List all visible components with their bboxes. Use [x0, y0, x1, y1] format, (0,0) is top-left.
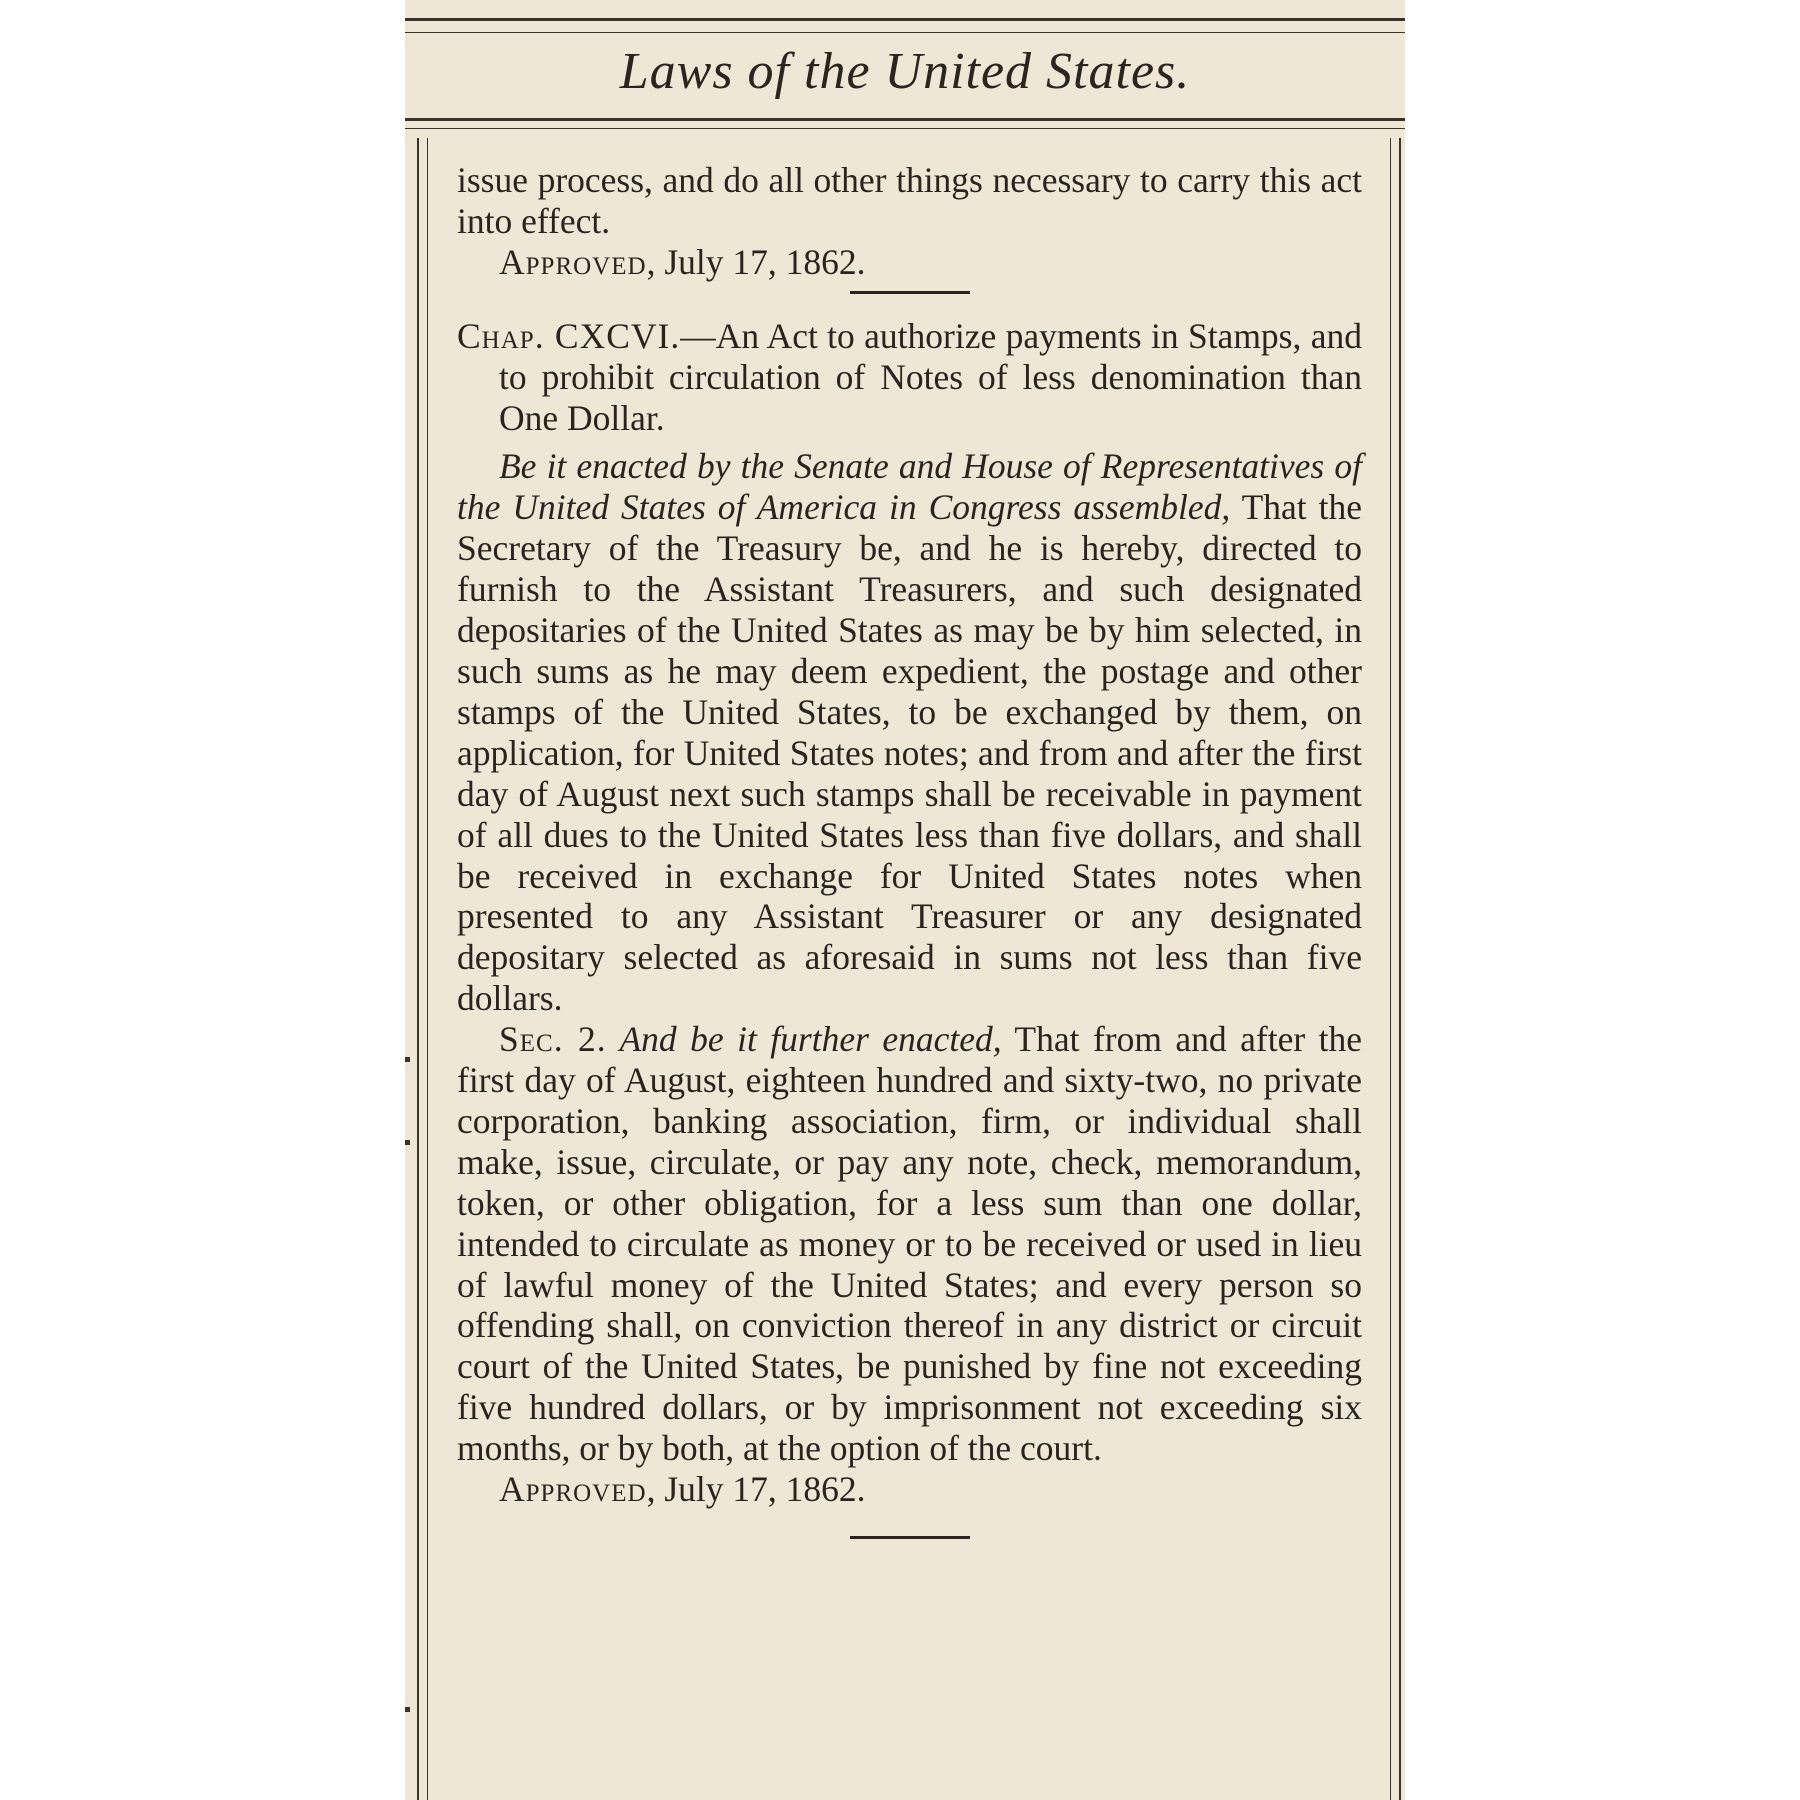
- approved-line-1: [457, 242, 1362, 283]
- approved-date: , July 17, 1862.: [646, 241, 866, 282]
- chapter-heading: [457, 316, 1362, 439]
- previous-section-text: issue process, and do all other things necessary to carry this act into effect.: [457, 160, 1362, 241]
- section-2-label: Sec. 2.: [499, 1019, 607, 1060]
- column-rule-left-inner: [427, 138, 428, 1800]
- margin-mark: [405, 1057, 410, 1062]
- column-rule-right-inner: [1390, 138, 1391, 1800]
- chapter-title: —An Act to authorize payments in Stamps, and to prohibit circulation of Notes of less denomination than One Dollar.: [499, 315, 1362, 438]
- header-rule-bottom: [405, 118, 1405, 121]
- enacting-clause: Be it enacted by the Senate and House of Representatives of the United States of America in Congress assembled,: [457, 446, 1362, 528]
- section-1-body: That the Secretary of the Treasury be, and he is hereby, directed to furnish to the Assistant Treasurers, and such designated depositaries of the United States as may be by him selected, in such sums as he may deem expedient, the postage and other stamps of the United States, to be exchanged by them, on application, for United States notes; and from and after the first day of August next such stamps shall be receivable in payment of all dues to the United States less than five dollars, and shall be received in exchange for United States notes when presented to any Assistant Treasurer or any designated depositary selected as aforesaid in sums not less than five dollars.: [457, 487, 1362, 1019]
- header-rule-bottom-thin: [405, 128, 1405, 129]
- approved-date-2: , July 17, 1862.: [646, 1469, 866, 1510]
- section-divider-bottom: [850, 1536, 970, 1539]
- approved-label: Approved: [499, 241, 647, 282]
- section-2-enacting-clause: And be it further enacted,: [606, 1019, 1002, 1060]
- document-page: [405, 0, 1405, 1800]
- approved-line-2: [457, 1469, 1362, 1510]
- margin-mark: [405, 1140, 410, 1145]
- chapter-label: Chap. CXCVI.: [457, 315, 681, 356]
- section-2: [457, 1019, 1362, 1469]
- section-divider: [850, 291, 970, 294]
- section-2-body: That from and after the first day of August, eighteen hundred and sixty-two, no private corporation, banking association, firm, or individual shall make, issue, circulate, or pay any note, check, memorandum, token, or other obligation, for a less sum than one dollar, intended to circulate as money or to be received or used in lieu of lawful money of the United States; and every person so offending shall, on conviction thereof in any district or circuit court of the United States, be punished by fine not exceeding five hundred dollars, or by imprisonment not exceeding six months, or by both, at the option of the court.: [457, 1019, 1362, 1469]
- approved-label-2: Approved: [499, 1469, 647, 1510]
- column-rule-right-outer: [1399, 138, 1401, 1800]
- section-1: [457, 446, 1362, 1019]
- column-rule-left-outer: [417, 138, 419, 1800]
- text-column: [457, 160, 1362, 1561]
- header-rule-top-thin: [405, 32, 1405, 33]
- header-rule-top: [405, 18, 1405, 21]
- margin-mark: [405, 1707, 410, 1712]
- page-title: Laws of the United States.: [619, 43, 1191, 100]
